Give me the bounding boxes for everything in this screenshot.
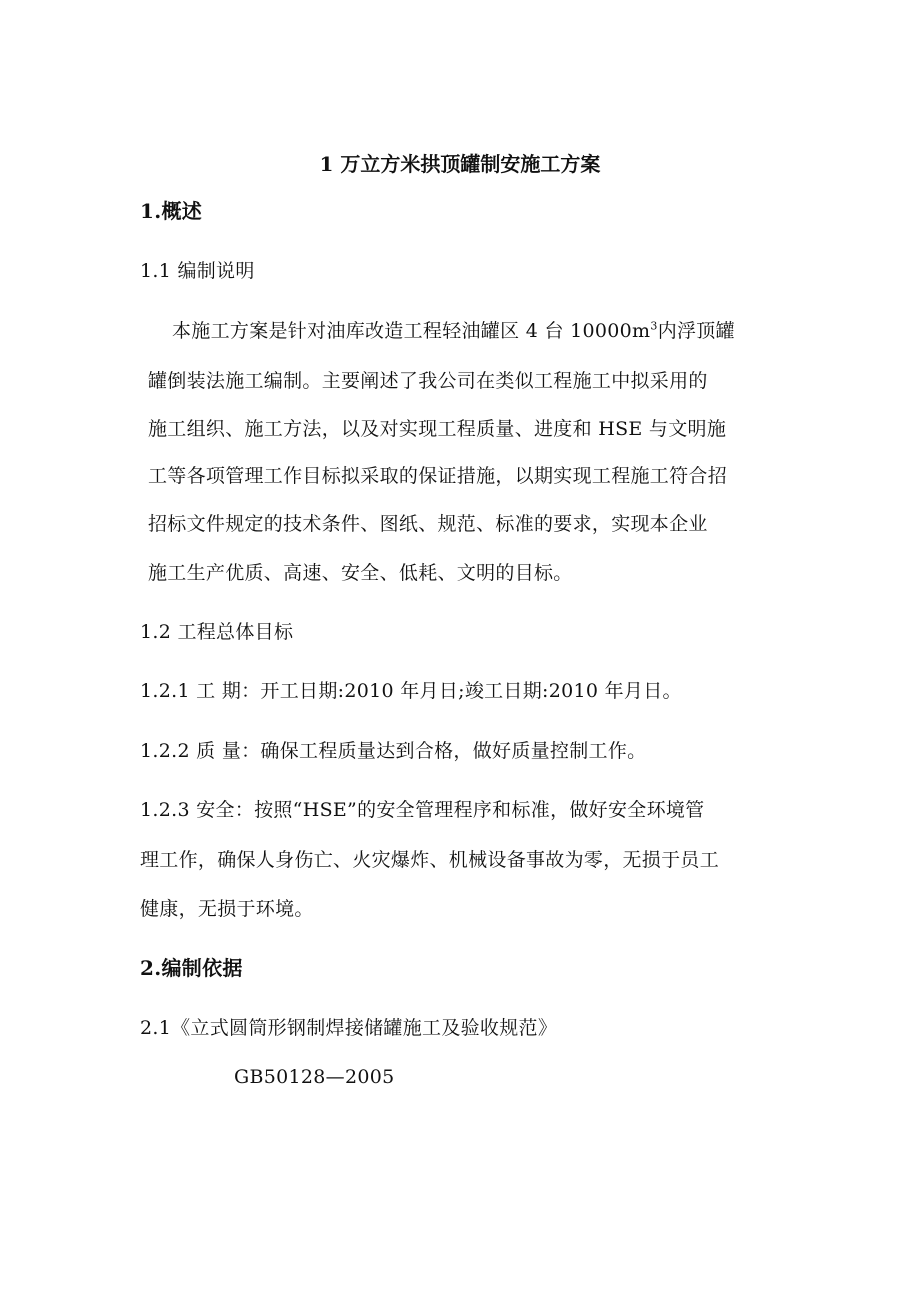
paragraph-line-5: 招标文件规定的技术条件、图纸、规范、标准的要求，实现本企业 xyxy=(148,513,708,535)
superscript-3: 3 xyxy=(650,319,658,333)
paragraph-line-1-text: 本施工方案是针对油库改造工程轻油罐区 4 台 10000m xyxy=(172,320,651,342)
item-1-2-2: 1.2.2 质 量：确保工程质量达到合格，做好质量控制工作。 xyxy=(140,740,647,762)
item-1-2-3-line-1: 1.2.3 安全：按照“HSE”的安全管理程序和标准，做好安全环境管 xyxy=(140,799,705,821)
item-1-2-1: 1.2.1 工 期：开工日期:2010 年月日;竣工日期:2010 年月日。 xyxy=(140,680,682,702)
document-title: 1 万立方米拱顶罐制安施工方案 xyxy=(319,152,601,176)
paragraph-line-3: 施工组织、施工方法，以及对实现工程质量、进度和 HSE 与文明施 xyxy=(148,418,727,440)
item-1-2-3-line-2: 理工作，确保人身伤亡、火灾爆炸、机械设备事故为零，无损于员工 xyxy=(140,849,720,871)
paragraph-line-4: 工等各项管理工作目标拟采取的保证措施，以期实现工程施工符合招 xyxy=(148,465,728,487)
item-1-2-3-line-3: 健康，无损于环境。 xyxy=(140,898,314,920)
section-2-heading: 2.编制依据 xyxy=(140,956,243,980)
item-2-1-code: GB50128—2005 xyxy=(234,1066,395,1088)
paragraph-line-6: 施工生产优质、高速、安全、低耗、文明的目标。 xyxy=(148,562,573,584)
section-1-2-heading: 1.2 工程总体目标 xyxy=(140,621,294,643)
item-2-1: 2.1《立式圆筒形钢制焊接储罐施工及验收规范》 xyxy=(140,1017,558,1039)
section-1-heading: 1.概述 xyxy=(140,199,203,223)
section-1-1-heading: 1.1 编制说明 xyxy=(140,260,255,282)
paragraph-line-1 xyxy=(172,318,735,344)
paragraph-line-1-tail: 内浮顶罐 xyxy=(657,320,735,342)
paragraph-line-2: 罐倒装法施工编制。主要阐述了我公司在类似工程施工中拟采用的 xyxy=(148,370,708,392)
